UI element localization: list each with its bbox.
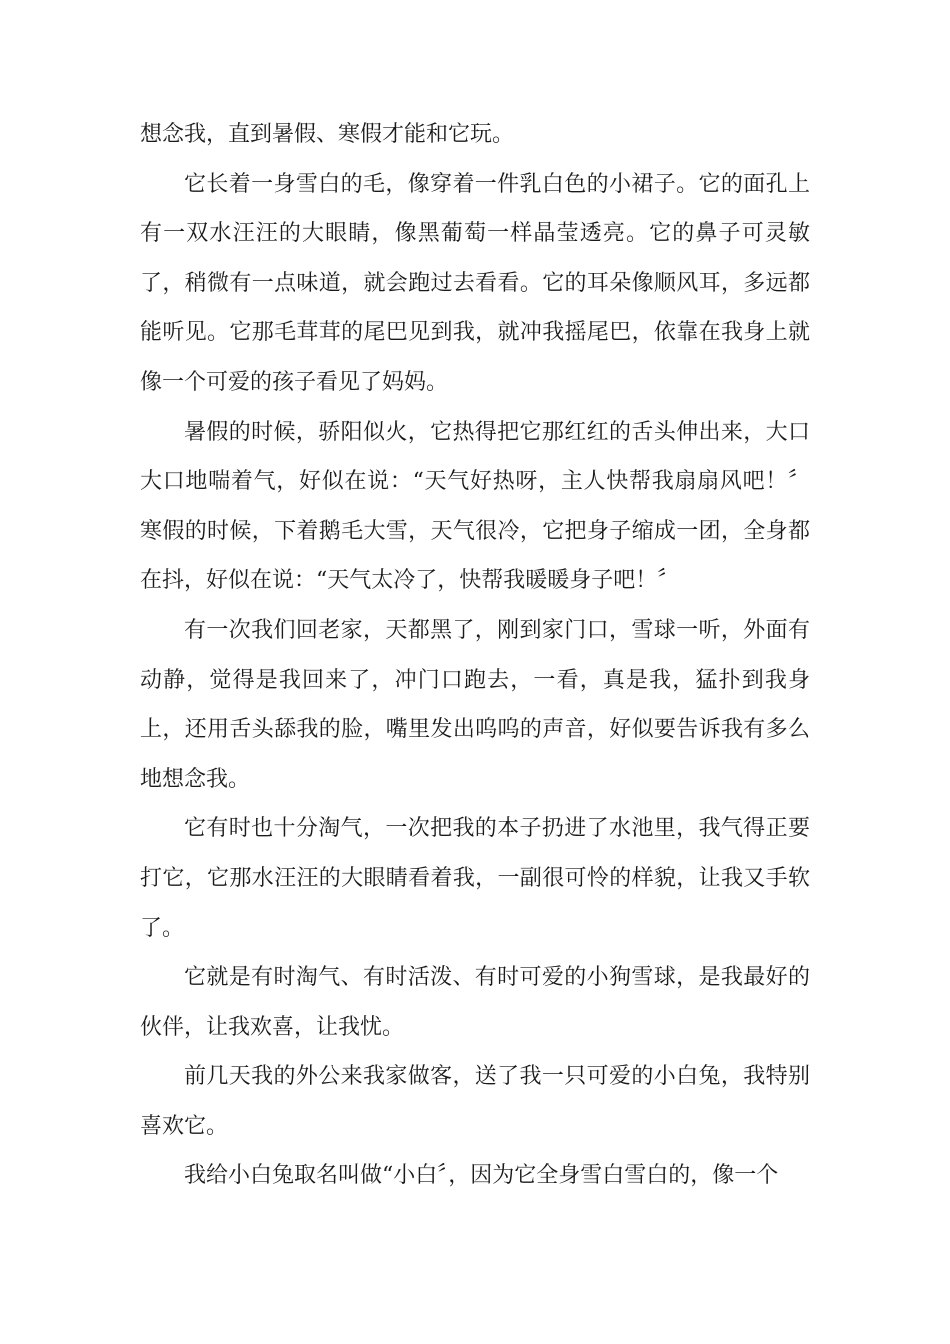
document-body — [140, 110, 810, 1201]
paragraph: 暑假的时候，骄阳似火，它热得把它那红红的舌头伸出来，大口大口地喘着气，好似在说：“天气好热呀，主人快帮我扇扇风吧！〞寒假的时候，下着鹅毛大雪，天气很冷，它把身子缩成一团，全身都在抖，好似在说：“天气太冷了，快帮我暖暖身子吧！〞 — [140, 419, 810, 594]
paragraph: 它有时也十分淘气，一次把我的本子扔进了水池里，我气得正要打它，它那水汪汪的大眼睛看着我，一副很可怜的样貌，让我又手软了。 — [140, 816, 810, 941]
paragraph: 我给小白兔取名叫做“小白〞，因为它全身雪白雪白的，像一个 — [184, 1163, 779, 1189]
paragraph: 前几天我的外公来我家做客，送了我一只可爱的小白兔，我特别喜欢它。 — [140, 1064, 810, 1139]
paragraph: 有一次我们回老家，天都黑了，刚到家门口，雪球一听，外面有动静，觉得是我回来了，冲门口跑去，一看，真是我，猛扑到我身上，还用舌头舔我的脸，嘴里发出呜呜的声音，好似要告诉我有多么地想念我。 — [140, 617, 810, 792]
paragraph: 它就是有时淘气、有时活泼、有时可爱的小狗雪球，是我最好的伙伴，让我欢喜，让我忧。 — [140, 965, 810, 1040]
paragraph: 想念我，直到暑假、寒假才能和它玩。 — [140, 122, 515, 147]
paragraph: 它长着一身雪白的毛，像穿着一件乳白色的小裙子。它的面孔上有一双水汪汪的大眼睛，像黑葡萄一样晶莹透亮。它的鼻子可灵敏了，稍微有一点味道，就会跑过去看看。它的耳朵像顺风耳，多远都能听见。它那毛茸茸的尾巴见到我，就冲我摇尾巴，依靠在我身上就像一个可爱的孩子看见了妈妈。 — [140, 171, 810, 395]
